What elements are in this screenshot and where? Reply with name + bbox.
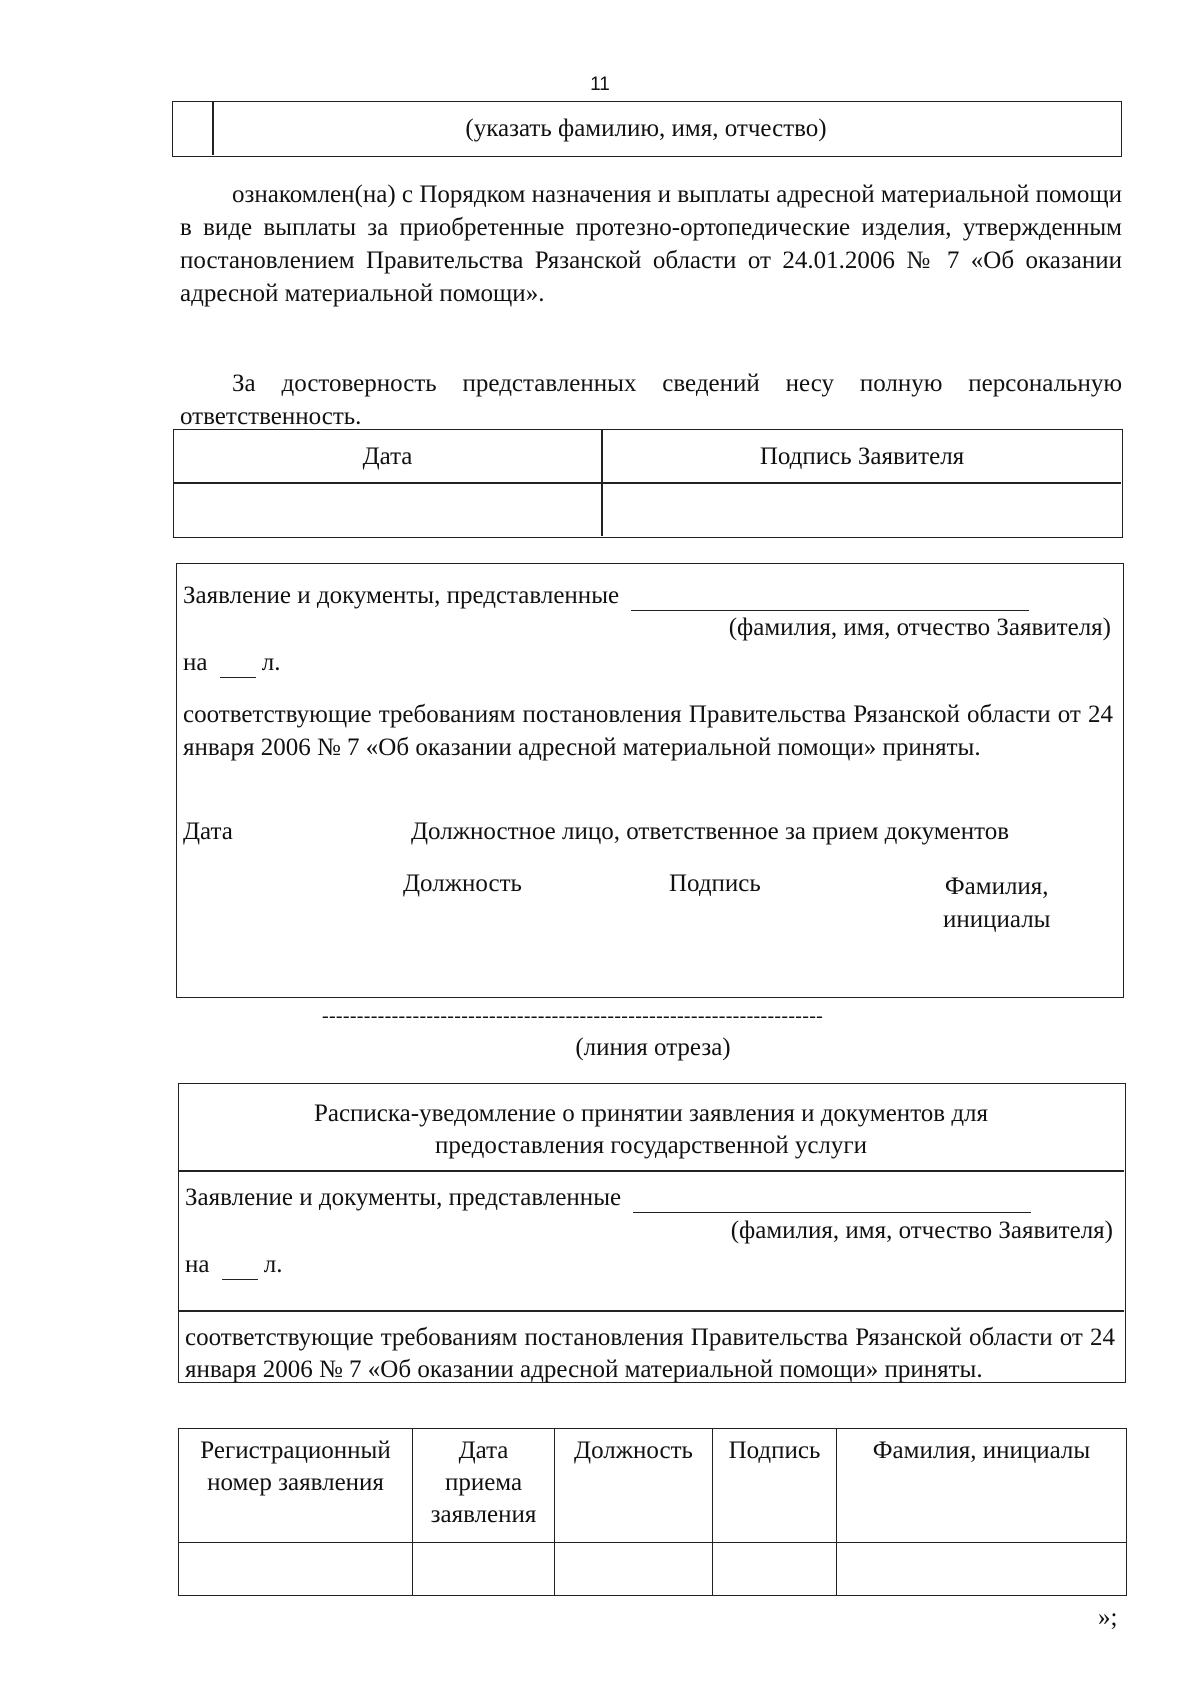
receipt-sheets-line bbox=[185, 1251, 282, 1280]
receipt-compliance-divider bbox=[179, 1310, 1124, 1312]
receipt-title-line2: предоставления государственной услуги bbox=[434, 1132, 868, 1159]
acceptance-sheets-line bbox=[183, 649, 280, 678]
signature-label: Подпись bbox=[669, 870, 761, 897]
responsibility-paragraph bbox=[180, 367, 1122, 433]
receipt-docs-label: Заявление и документы, представленные bbox=[185, 1184, 622, 1211]
signature-cell bbox=[713, 1543, 837, 1596]
consent-text: ознакомлен(на) с Порядком назначения и выплаты адресной материальной помощи в виде выплаты за приобретенные протезно-ортопедические изделия, утвержденным постановлением Правительства Рязанской области от 24.01.2006 № 7 «Об оказании адресной материальной помощи». bbox=[180, 181, 1122, 307]
signature-table bbox=[173, 429, 1123, 538]
column-header-line: Фамилия, инициалы bbox=[872, 1437, 1091, 1464]
acceptance-block bbox=[176, 563, 1124, 998]
page-number: 11 bbox=[590, 74, 610, 95]
column-header-line: номер заявления bbox=[207, 1469, 384, 1496]
position-header bbox=[555, 1429, 713, 1543]
responsibility-text: За достоверность представленных сведений несу полную персональную ответственность. bbox=[180, 370, 1122, 430]
acceptance-date-header bbox=[413, 1429, 555, 1543]
sheets-prefix: на bbox=[183, 649, 208, 676]
date-header: Дата bbox=[362, 443, 413, 470]
acceptance-date-cell bbox=[413, 1543, 555, 1596]
column-header-line: Подпись bbox=[728, 1437, 821, 1464]
acceptance-date-label: Дата bbox=[183, 818, 233, 845]
receipt-block bbox=[178, 1083, 1126, 1383]
receipt-title bbox=[179, 1098, 1123, 1162]
receipt-sheets-suffix: л. bbox=[263, 1251, 283, 1278]
signature-header bbox=[713, 1429, 837, 1543]
consent-paragraph bbox=[180, 178, 1122, 310]
registration-number-cell bbox=[179, 1543, 413, 1596]
full-name-header bbox=[837, 1429, 1127, 1543]
column-header-line: Дата bbox=[458, 1437, 509, 1464]
column-header-line: заявления bbox=[430, 1501, 537, 1528]
column-header-line: Должность bbox=[574, 1437, 693, 1464]
name-label-line2: инициалы bbox=[943, 906, 1051, 933]
receipt-compliance-text: соответствующие требованиям постановления Правительства Рязанской области от 24 января 2006 № 7 «Об оказании адресной материальной помощи» приняты. bbox=[185, 1324, 1115, 1383]
receipt-docs-line bbox=[185, 1184, 1031, 1213]
name-label-line1: Фамилия, bbox=[944, 873, 1049, 900]
sheets-suffix: л. bbox=[261, 649, 281, 676]
column-header-line: Регистрационный bbox=[200, 1437, 391, 1464]
column-header-line: приема bbox=[444, 1469, 523, 1496]
acceptance-compliance-text: соответствующие требованиям постановления Правительства Рязанской области от 24 января 2006 № 7 «Об оказании адресной материальной помощи» приняты. bbox=[183, 701, 1113, 761]
cut-line-dashes: ------------------------------------------------------------------------ bbox=[322, 1005, 824, 1027]
position-label: Должность bbox=[403, 870, 522, 897]
receipt-sheets-prefix: на bbox=[185, 1251, 210, 1278]
cut-line-caption: (линия отреза) bbox=[575, 1034, 731, 1061]
sheets-count-blank bbox=[220, 649, 256, 678]
closing-quote-mark: »; bbox=[1098, 1604, 1118, 1631]
name-field-box bbox=[172, 101, 1122, 157]
registration-number-header bbox=[179, 1429, 413, 1543]
position-cell bbox=[555, 1543, 713, 1596]
receipt-title-divider bbox=[179, 1170, 1124, 1172]
name-label bbox=[943, 870, 1050, 936]
applicant-signature-header: Подпись Заявителя bbox=[759, 443, 965, 470]
receipt-applicant-blank bbox=[633, 1184, 1031, 1213]
signature-table-header-line bbox=[174, 482, 1121, 484]
receipt-applicant-caption: (фамилия, имя, отчество Заявителя) bbox=[730, 1217, 1113, 1244]
registration-entry-row bbox=[179, 1543, 1127, 1596]
acceptance-docs-line bbox=[183, 582, 1029, 611]
acceptance-applicant-caption: (фамилия, имя, отчество Заявителя) bbox=[728, 614, 1111, 641]
receipt-title-line1: Расписка-уведомление о принятии заявления и документов для bbox=[313, 1100, 989, 1127]
full-name-cell bbox=[837, 1543, 1127, 1596]
registration-table bbox=[178, 1428, 1127, 1596]
acceptance-docs-label: Заявление и документы, представленные bbox=[183, 582, 620, 609]
name-field-caption: (указать фамилию, имя, отчество) bbox=[465, 115, 827, 142]
registration-header-row bbox=[179, 1429, 1127, 1543]
applicant-name-blank bbox=[631, 582, 1029, 611]
official-label: Должностное лицо, ответственное за прием документов bbox=[411, 818, 1010, 845]
receipt-sheets-blank bbox=[222, 1251, 258, 1280]
